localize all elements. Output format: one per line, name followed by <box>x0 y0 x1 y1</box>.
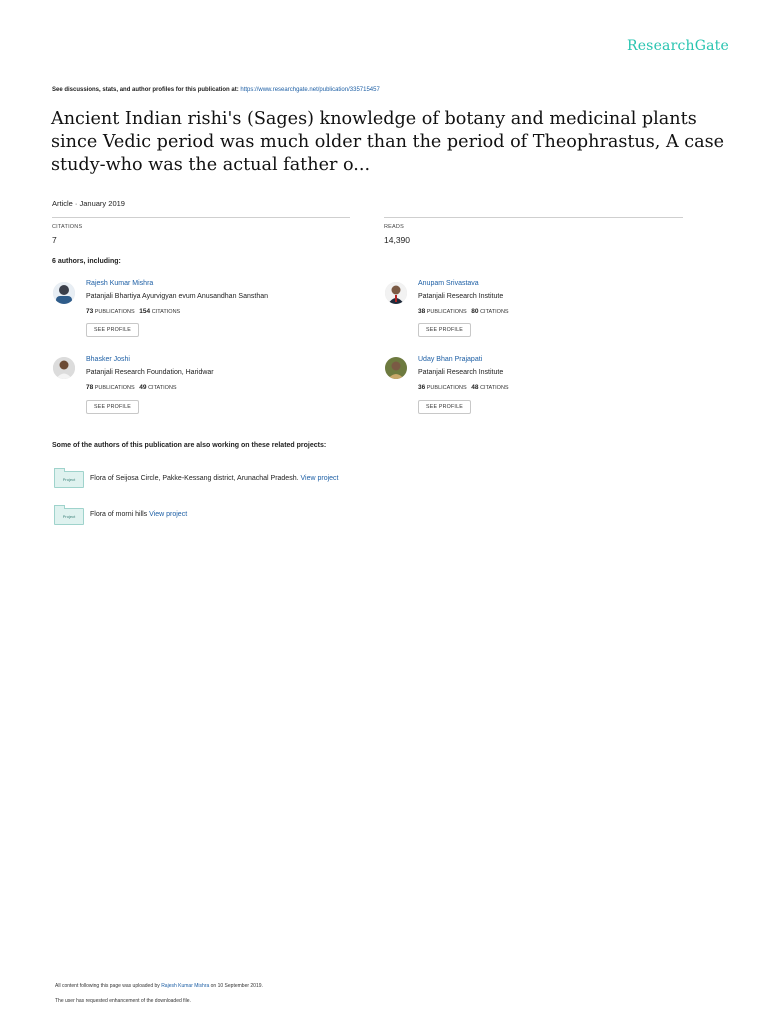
publications-label: PUBLICATIONS <box>94 309 135 315</box>
publication-count: 36 <box>418 384 426 391</box>
citation-count: 49 <box>139 384 147 391</box>
author-name[interactable]: Anupam Srivastava <box>418 280 479 287</box>
publications-label: PUBLICATIONS <box>426 309 467 315</box>
project-item <box>90 511 187 518</box>
author-stats <box>418 384 509 391</box>
author-avatar[interactable] <box>53 357 75 379</box>
publications-label: PUBLICATIONS <box>426 385 467 391</box>
see-profile-button[interactable]: SEE PROFILE <box>86 400 139 414</box>
uploader-link[interactable]: Rajesh Kumar Mishra <box>161 983 210 989</box>
project-title: Flora of morni hills <box>90 511 148 518</box>
publication-link-line <box>52 87 380 93</box>
article-date: Article · January 2019 <box>52 199 125 208</box>
see-discussions-text: See discussions, stats, and author profiles for this publication at: <box>52 87 239 93</box>
upload-prefix: All content following this page was uploaded by <box>55 983 160 989</box>
enhancement-note: The user has requested enhancement of the downloaded file. <box>55 998 191 1004</box>
publication-url-link[interactable]: https://www.researchgate.net/publication/335715457 <box>240 87 380 93</box>
project-folder-icon <box>54 508 84 525</box>
citations-label: CITATIONS <box>151 309 181 315</box>
researchgate-logo[interactable]: ResearchGate <box>626 38 729 54</box>
author-stats <box>86 308 180 315</box>
author-name[interactable]: Bhasker Joshi <box>86 356 130 363</box>
citations-label: CITATIONS <box>480 385 509 391</box>
authors-heading: 6 authors, including: <box>52 258 121 265</box>
project-icon-label: Project <box>62 477 76 482</box>
author-avatar[interactable] <box>53 282 75 304</box>
author-stats <box>86 384 177 391</box>
divider-reads <box>384 217 683 218</box>
see-profile-button[interactable]: SEE PROFILE <box>418 323 471 337</box>
author-institution: Patanjali Research Foundation, Haridwar <box>86 369 214 376</box>
author-name[interactable]: Rajesh Kumar Mishra <box>86 280 154 287</box>
author-name[interactable]: Uday Bhan Prajapati <box>418 356 483 363</box>
divider-citations <box>52 217 350 218</box>
project-icon-label: Project <box>62 514 76 519</box>
related-projects-heading: Some of the authors of this publication are also working on these related projects: <box>52 442 327 449</box>
publication-count: 78 <box>86 384 94 391</box>
publication-count: 38 <box>418 308 426 315</box>
author-institution: Patanjali Bhartiya Ayurvigyan evum Anusandhan Sansthan <box>86 293 268 300</box>
citations-label: CITATIONS <box>480 309 509 315</box>
see-profile-button[interactable]: SEE PROFILE <box>86 323 139 337</box>
citation-count: 48 <box>471 384 479 391</box>
author-institution: Patanjali Research Institute <box>418 293 504 300</box>
publication-count: 73 <box>86 308 94 315</box>
author-institution: Patanjali Research Institute <box>418 369 504 376</box>
view-project-link[interactable]: View project <box>149 511 188 518</box>
reads-label: READS <box>384 224 404 230</box>
citations-label: CITATIONS <box>148 385 177 391</box>
paper-title: Ancient Indian rishi's (Sages) knowledge of botany and medicinal plants since Vedic period was much older than the period of Theophrastus, A case study-who was the actual father o... <box>51 109 725 175</box>
project-folder-icon <box>54 471 84 488</box>
citations-label: CITATIONS <box>52 224 83 230</box>
citations-count: 7 <box>52 235 57 245</box>
project-item <box>90 475 339 482</box>
author-stats <box>418 308 509 315</box>
publications-label: PUBLICATIONS <box>94 385 135 391</box>
citation-count: 154 <box>139 308 151 315</box>
upload-suffix: on 10 September 2019. <box>210 983 263 989</box>
see-profile-button[interactable]: SEE PROFILE <box>418 400 471 414</box>
author-avatar[interactable] <box>385 282 407 304</box>
citation-count: 80 <box>471 308 479 315</box>
author-avatar[interactable] <box>385 357 407 379</box>
reads-count: 14,390 <box>384 235 410 245</box>
project-title: Flora of Seijosa Circle, Pakke-Kessang district, Arunachal Pradesh. <box>90 475 299 482</box>
upload-note <box>55 983 263 989</box>
view-project-link[interactable]: View project <box>300 475 339 482</box>
